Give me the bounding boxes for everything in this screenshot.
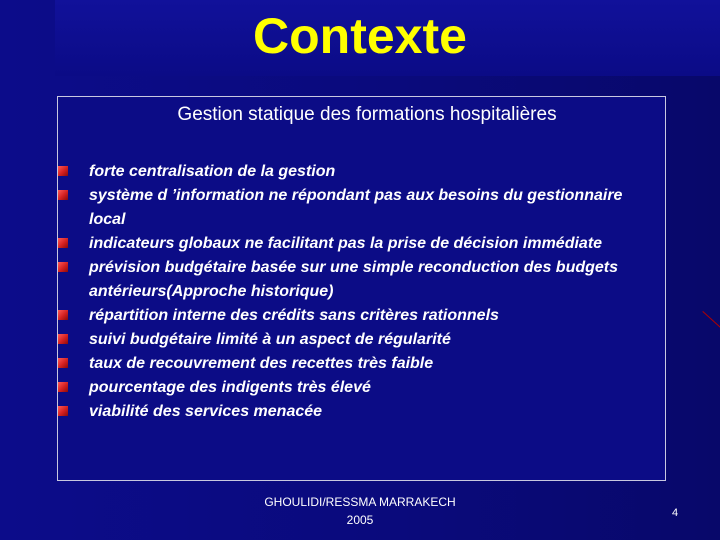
list-item xyxy=(58,256,648,304)
bullet-text: système d ’information ne répondant pas aux besoins du gestionnaire local xyxy=(89,187,623,228)
bullet-text: indicateurs globaux ne facilitant pas la prise de décision immédiate xyxy=(89,235,603,252)
bullet-text: pourcentage des indigents très élevé xyxy=(89,379,371,396)
list-item xyxy=(58,304,648,328)
bullet-text: viabilité des services menacée xyxy=(89,403,323,420)
page-number: 4 xyxy=(671,507,679,519)
list-item xyxy=(58,376,648,400)
bullet-text: forte centralisation de la gestion xyxy=(89,163,336,180)
bullet-text: suivi budgétaire limité à un aspect de régularité xyxy=(89,331,451,348)
slide-title: Contexte xyxy=(253,8,467,64)
content-subtitle: Gestion statique des formations hospitalières xyxy=(177,104,557,125)
footer-author: GHOULIDI/RESSMA MARRAKECH xyxy=(264,495,456,509)
red-square-bullet-icon xyxy=(58,166,68,176)
list-item xyxy=(58,352,648,376)
list-item xyxy=(58,400,648,424)
red-square-bullet-icon xyxy=(58,238,68,248)
red-square-bullet-icon xyxy=(58,262,68,272)
list-item xyxy=(58,160,648,184)
list-item xyxy=(58,328,648,352)
red-square-bullet-icon xyxy=(58,310,68,320)
red-square-bullet-icon xyxy=(58,406,68,416)
red-square-bullet-icon xyxy=(58,190,68,200)
bullet-text: répartition interne des crédits sans critères rationnels xyxy=(89,307,499,324)
bullet-text: taux de recouvrement des recettes très faible xyxy=(89,355,434,372)
bullet-text: prévision budgétaire basée sur une simple reconduction des budgets antérieurs(Approche historique) xyxy=(89,259,619,300)
red-square-bullet-icon xyxy=(58,358,68,368)
list-item xyxy=(58,184,648,232)
red-square-bullet-icon xyxy=(58,334,68,344)
footer xyxy=(230,493,490,529)
red-square-bullet-icon xyxy=(58,382,68,392)
footer-year: 2005 xyxy=(346,513,374,527)
bullet-list xyxy=(58,160,648,424)
list-item xyxy=(58,232,648,256)
